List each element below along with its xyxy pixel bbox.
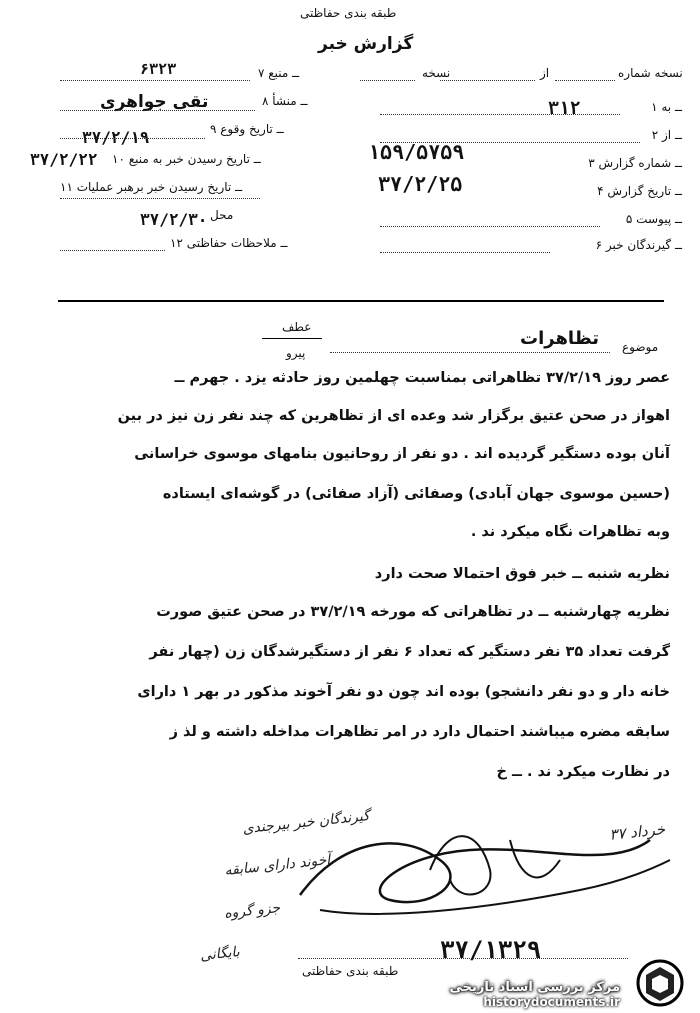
field-to-label: ۱ ــ به	[651, 100, 682, 114]
copy-number-label: نسخه شماره	[618, 66, 683, 80]
bottom-dots	[298, 958, 628, 959]
atf-label: عطف	[282, 320, 312, 334]
field-report-date-label: ۴ ــ تاریخ گزارش	[597, 184, 682, 198]
field-source-label: ۷ ــ منبع	[258, 66, 300, 80]
handwritten-date: خرداد ۳۷	[608, 820, 666, 844]
body-line: آنان بوده دستگیر گردیده اند . دو نفر از روحانیون بنامهای موسوی خراسانی	[134, 446, 670, 462]
subject-label: موضوع	[622, 340, 659, 354]
field-origin-label: ۸ ــ منشأ	[262, 94, 308, 108]
classification-bottom: طبقه بندی حفاظتی	[302, 964, 399, 978]
field-event-date-label: ۹ ــ تاریخ وقوع	[210, 122, 284, 136]
atf-rule	[262, 338, 322, 339]
copy-number-dots	[555, 80, 615, 81]
field-report-number-label: ۳ ــ شماره گزارش	[588, 156, 682, 170]
field-origin-value: تقی جواهری	[100, 92, 209, 112]
field-event-date-dots	[60, 138, 205, 139]
field-recipients-dots	[380, 252, 550, 253]
field-attachment-label: ۵ ــ پیوست	[625, 212, 682, 226]
field-location-value: ۳۷/۲/۳۰	[140, 210, 208, 229]
archive-logo-icon	[630, 957, 690, 1009]
copy-dots	[360, 80, 415, 81]
classification-top: طبقه بندی حفاظتی	[300, 6, 397, 20]
watermark-name: مرکز بررسی اسناد تاریخی	[449, 980, 620, 995]
field-security-notes-dots	[60, 250, 165, 251]
field-report-date-value: ۳۷/۲/۲۵	[378, 172, 463, 196]
opinion-line: نظریه چهارشنبه ــ در تظاهراتی که مورخه ۳۷/۲/۱۹ در صحن عتیق صورت	[156, 604, 670, 620]
handwritten-note: بایگانی	[199, 944, 241, 965]
field-received-leader-dots	[60, 198, 260, 199]
report-title: گزارش خبر	[318, 34, 414, 54]
opinion-line: سابقه مضره میباشند احتمال دارد در امر تظاهرات مداخله داشته و لذ ز	[169, 724, 670, 740]
of-label: از	[540, 66, 550, 80]
body-line: (حسین موسوی جهان آبادی) وصفائی (آزاد صفائی) در گوشه‌ای ایستاده	[162, 486, 670, 502]
field-received-source-label: ۱۰ ــ تاریخ رسیدن خبر به منبع	[112, 152, 261, 166]
watermark-url: historydocuments.ir	[483, 995, 620, 1009]
field-origin-dots	[60, 110, 255, 111]
signature-icon	[280, 800, 680, 940]
opinion-line: خانه دار و دو نفر دانشجو) بوده اند چون دو نفر آخوند مذکور در بهر ۱ دارای	[137, 684, 670, 700]
peyro-label: پیرو	[286, 346, 306, 360]
field-security-notes-label: ۱۲ ــ ملاحظات حفاظتی	[170, 236, 288, 250]
field-received-source-value: ۳۷/۲/۲۲	[30, 150, 98, 169]
field-report-number-value: ۱۵۹/۵۷۵۹	[368, 140, 465, 164]
opinion-line: گرفت تعداد ۳۵ نفر دستگیر که تعداد ۶ نفر از دستگیرشدگان زن (چهار نفر	[149, 644, 670, 660]
source-opinion: نظریه شنبه ــ خبر فوق احتمالا صحت دارد	[374, 566, 670, 582]
of-dots	[440, 80, 535, 81]
header-separator	[58, 300, 664, 302]
opinion-line: در نظارت میکرد ند . ــ خ	[496, 764, 670, 780]
field-source-value: ۶۳۲۳	[140, 60, 177, 78]
field-recipients-label: ۶ ــ گیرندگان خبر	[595, 238, 682, 252]
copy-label: نسخه	[422, 66, 451, 80]
field-from-label: ۲ ــ از	[651, 128, 682, 142]
subject-value: تظاهرات	[520, 328, 599, 349]
field-to-value: ۳۱۲	[548, 98, 581, 119]
subject-dots	[330, 352, 610, 353]
field-to-dots	[380, 114, 620, 115]
field-attachment-dots	[380, 226, 600, 227]
field-event-date-value: ۳۷/۲/۱۹	[82, 128, 150, 147]
body-line: عصر روز ۳۷/۲/۱۹ تظاهراتی بمناسبت چهلمین روز حادثه یزد . جهرم ــ	[174, 370, 670, 386]
field-received-leader-label: ۱۱ ــ تاریخ رسیدن خبر برهبر عملیات	[60, 180, 243, 194]
handwritten-note: جزو گروه	[223, 900, 281, 922]
handwritten-note: آخوند دارای سابقه	[223, 852, 331, 880]
body-line: وبه تظاهرات نگاه میکرد ند .	[470, 524, 670, 540]
bottom-archive-number: ۳۷/۱۳۲۹	[440, 936, 542, 964]
field-location-label: محل	[210, 208, 234, 222]
handwritten-note: گیرندگان خبر بیرجندی	[242, 808, 371, 838]
body-line: اهواز در صحن عتیق برگزار شد وعده ای از تظاهرین که چند نفر زن نیز در بین	[117, 408, 670, 424]
field-source-dots	[60, 80, 250, 81]
